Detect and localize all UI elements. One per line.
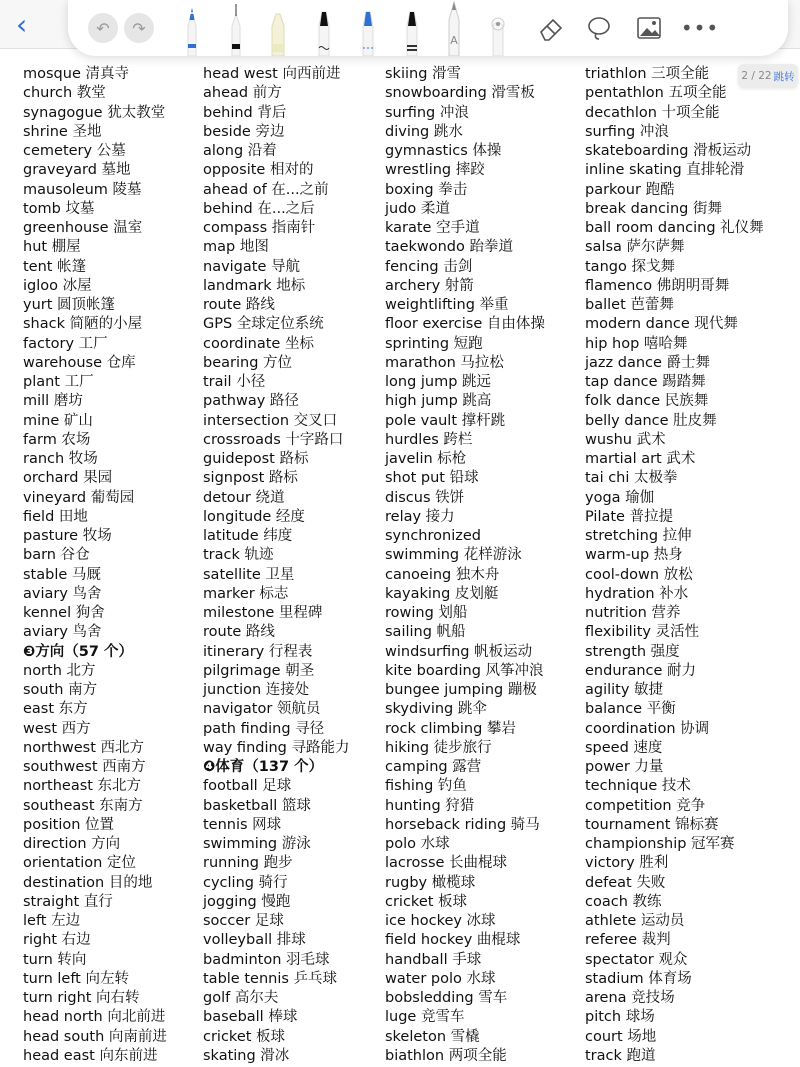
vocab-column-1 [23, 65, 223, 1066]
vocab-entry: hunting 狩猎 [385, 797, 475, 814]
vocab-entry: lacrosse 长曲棍球 [385, 855, 508, 872]
vocab-entry: biathlon 两项全能 [385, 1047, 507, 1064]
image-icon[interactable] [634, 0, 664, 56]
vocab-entry: head south 向南前进 [23, 1028, 167, 1045]
vocab-entry: Pilate 普拉提 [585, 508, 674, 525]
vocab-entry: greenhouse 温室 [23, 220, 143, 236]
vocab-entry: camping 露营 [385, 759, 482, 775]
vocab-entry: vineyard 葡萄园 [23, 489, 135, 506]
vocab-entry: badminton 羽毛球 [203, 951, 330, 968]
vocab-entry: wushu 武术 [585, 431, 666, 448]
vocab-entry: ranch 牧场 [23, 451, 98, 467]
vocab-entry: intersection 交叉口 [203, 412, 338, 429]
vocab-entry: position 位置 [23, 816, 115, 833]
vocab-entry: rowing 划船 [385, 605, 468, 621]
vocab-entry: compass 指南针 [203, 220, 316, 236]
vocab-entry: wrestling 摔跤 [385, 162, 485, 179]
vocab-column-4 [585, 65, 785, 1066]
vocab-entry: triathlon 三项全能 [585, 66, 710, 82]
vocab-entry: hut 棚屋 [23, 239, 81, 256]
vocab-entry: sprinting 短跑 [385, 335, 483, 352]
marker-black-icon[interactable] [400, 0, 424, 56]
vocab-entry: stable 马厩 [23, 566, 101, 583]
vocab-entry: hiking 徒步旅行 [385, 739, 492, 756]
vocab-entry: long jump 跳远 [385, 374, 492, 390]
vocab-entry: strength 强度 [585, 643, 680, 660]
vocab-entry: latitude 纬度 [203, 528, 293, 544]
vocab-entry: orchard 果园 [23, 470, 113, 487]
vocab-entry: stadium 体育场 [585, 970, 692, 987]
undo-icon: ↶ [88, 13, 118, 43]
vocab-entry: handball 手球 [385, 951, 482, 968]
redo-button[interactable] [122, 0, 156, 56]
vocab-entry: swimming 花样游泳 [385, 547, 522, 564]
vocab-entry: navigate 导航 [203, 258, 300, 275]
vocab-entry: ahead 前方 [203, 85, 282, 102]
vocab-entry: bobsledding 雪车 [385, 990, 508, 1006]
vocab-entry: opposite 相对的 [203, 162, 314, 179]
vocab-entry: discus 铁饼 [385, 489, 465, 506]
vocab-entry: field hockey 曲棍球 [385, 932, 521, 949]
vocab-entry: cycling 骑行 [203, 874, 288, 891]
vocab-entry: stretching 拉伸 [585, 528, 692, 544]
vocab-entry: junction 连接处 [203, 682, 310, 698]
vocab-entry: weightlifting 举重 [385, 297, 509, 313]
vocab-entry: east 东方 [23, 701, 88, 718]
vocab-entry: warehouse 仓库 [23, 354, 136, 371]
more-icon[interactable]: ••• [680, 16, 720, 40]
vocab-entry: kennel 狗舍 [23, 605, 105, 621]
vocab-entry: route 路线 [203, 297, 275, 313]
vocab-entry: decathlon 十项全能 [585, 104, 720, 121]
vocab-entry: soccer 足球 [203, 913, 284, 929]
vocab-entry: parkour 跑酷 [585, 181, 675, 198]
vocab-entry: head north 向北前进 [23, 1009, 166, 1026]
laser-pointer-icon[interactable] [486, 0, 510, 56]
vocab-entry: karate 空手道 [385, 220, 480, 236]
vocab-entry: cricket 板球 [203, 1028, 286, 1045]
vocab-entry: route 路线 [203, 624, 275, 641]
vocab-entry: surfing 冲浪 [585, 123, 669, 140]
vocab-entry: cricket 板球 [385, 893, 468, 910]
vocab-entry: yurt 圆顶帐篷 [23, 297, 116, 313]
vocab-entry: bearing 方位 [203, 354, 293, 371]
vocab-entry: court 场地 [585, 1028, 657, 1045]
vocab-entry: spectator 观众 [585, 951, 688, 968]
vocab-entry: boxing 拳击 [385, 181, 468, 198]
vocab-entry: head east 向东前进 [23, 1047, 158, 1064]
vocab-entry: graveyard 墓地 [23, 162, 131, 179]
vocab-entry: judo 柔道 [385, 200, 450, 217]
vocab-entry: salsa 萨尔萨舞 [585, 239, 685, 256]
section-heading: ❹体育（137 个） [203, 759, 324, 775]
vocab-entry: turn 转向 [23, 951, 87, 968]
brush-black-icon[interactable] [312, 0, 336, 56]
vocab-entry: farm 农场 [23, 431, 91, 448]
vocab-entry: belly dance 肚皮舞 [585, 412, 717, 429]
vocab-entry: archery 射箭 [385, 277, 474, 294]
vocab-entry: way finding 寻路能力 [203, 739, 350, 756]
vocab-entry: skeleton 雪橇 [385, 1028, 480, 1045]
vocab-entry: mine 矿山 [23, 412, 93, 429]
vocab-entry: martial art 武术 [585, 451, 696, 467]
vocab-entry: pathway 路径 [203, 393, 299, 410]
vocab-entry: detour 绕道 [203, 489, 285, 506]
vocab-entry: along 沿着 [203, 143, 277, 159]
page-indicator [738, 64, 798, 88]
vocab-entry: power 力量 [585, 759, 664, 775]
page-number: 2 / 22 [741, 70, 772, 82]
vocab-entry: cemetery 公墓 [23, 143, 126, 159]
vocab-entry: referee 裁判 [585, 932, 671, 949]
vocab-entry: technique 技术 [585, 778, 691, 795]
vocab-entry: northwest 西北方 [23, 739, 145, 756]
vocab-entry: luge 竞雪车 [385, 1009, 465, 1026]
vocab-entry: mosque 清真寺 [23, 66, 129, 82]
vocab-entry: destination 目的地 [23, 874, 153, 891]
vocab-entry: speed 速度 [585, 739, 663, 756]
vocab-entry: yoga 瑜伽 [585, 489, 655, 506]
vocab-entry: pasture 牧场 [23, 528, 112, 544]
vocab-entry: swimming 游泳 [203, 836, 311, 852]
vocab-entry: nutrition 营养 [585, 605, 681, 621]
vocab-entry: surfing 冲浪 [385, 104, 469, 121]
vocab-entry: flexibility 灵活性 [585, 624, 700, 641]
vocab-entry: navigator 领航员 [203, 701, 321, 718]
vocab-entry: turn right 向右转 [23, 990, 140, 1006]
vocab-entry: rugby 橄榄球 [385, 874, 476, 891]
vocab-entry: pentathlon 五项全能 [585, 85, 727, 102]
vocab-entry: sailing 帆船 [385, 624, 466, 641]
pen-blue-icon[interactable] [180, 0, 204, 56]
eraser-icon[interactable] [536, 0, 566, 56]
vocab-entry: ice hockey 冰球 [385, 913, 496, 929]
vocab-entry: running 跑步 [203, 855, 293, 872]
vocab-entry: water polo 水球 [385, 970, 496, 987]
vocab-entry: horseback riding 骑马 [385, 816, 540, 833]
vocab-entry: tennis 网球 [203, 816, 282, 833]
vocab-entry: map 地图 [203, 239, 269, 256]
vocab-entry: itinerary 行程表 [203, 643, 313, 660]
vocab-entry: skiing 滑雪 [385, 66, 462, 82]
vocab-entry: coordination 协调 [585, 720, 710, 737]
vocab-entry: baseball 棒球 [203, 1009, 298, 1026]
vocab-entry: tap dance 踢踏舞 [585, 374, 706, 390]
vocab-entry: arena 竞技场 [585, 990, 675, 1006]
vocab-entry: mill 磨坊 [23, 393, 83, 410]
vocab-column-3 [385, 65, 585, 1066]
vocab-entry: balance 平衡 [585, 701, 676, 718]
section-heading: ❸方向（57 个） [23, 643, 134, 660]
vocab-entry: behind 背后 [203, 104, 287, 121]
vocab-entry: table tennis 乒乓球 [203, 970, 338, 987]
vocab-entry: shot put 铅球 [385, 470, 479, 487]
undo-button[interactable] [86, 0, 120, 56]
vocab-entry: basketball 篮球 [203, 797, 311, 814]
vocab-entry: south 南方 [23, 682, 98, 698]
vocab-entry: track 轨迹 [203, 547, 274, 564]
vocab-entry: break dancing 街舞 [585, 200, 722, 217]
vocab-entry: canoeing 独木舟 [385, 566, 500, 583]
text-pencil-icon[interactable] [442, 0, 466, 56]
drawing-toolbar [68, 0, 788, 56]
vocab-entry: floor exercise 自由体操 [385, 316, 545, 333]
vocab-entry: behind 在...之后 [203, 200, 315, 217]
vocab-entry: volleyball 排球 [203, 932, 306, 949]
vocab-entry: longitude 经度 [203, 508, 305, 525]
vocab-entry: ballet 芭蕾舞 [585, 297, 674, 313]
vocab-entry: kayaking 皮划艇 [385, 585, 499, 602]
vocab-entry: pitch 球场 [585, 1009, 655, 1026]
vocab-entry: northeast 东北方 [23, 778, 142, 795]
vocab-entry: tango 探戈舞 [585, 258, 675, 275]
vocab-column-2 [203, 65, 403, 1066]
vocab-entry: athlete 运动员 [585, 913, 685, 929]
jump-button[interactable]: 跳转 [773, 70, 795, 83]
vocab-entry: factory 工厂 [23, 335, 108, 352]
vocab-entry: skydiving 跳伞 [385, 701, 487, 718]
vocab-entry: track 跑道 [585, 1047, 656, 1064]
vocab-entry: tomb 坟墓 [23, 200, 95, 217]
vocab-entry: inline skating 直排轮滑 [585, 162, 745, 179]
vocab-entry: beside 旁边 [203, 123, 285, 140]
vocab-entry: marathon 马拉松 [385, 354, 504, 371]
vocab-entry: field 田地 [23, 508, 88, 525]
vocab-entry: aviary 鸟舍 [23, 585, 102, 602]
vocab-entry: jazz dance 爵士舞 [585, 354, 711, 371]
vocab-entry: football 足球 [203, 778, 292, 795]
vocab-entry: rock climbing 攀岩 [385, 720, 516, 737]
vocab-entry: west 西方 [23, 720, 91, 737]
vocab-entry: modern dance 现代舞 [585, 316, 738, 333]
vocab-entry: marker 标志 [203, 585, 289, 602]
vocab-entry: southeast 东南方 [23, 797, 143, 814]
vocab-entry: skateboarding 滑板运动 [585, 143, 752, 159]
vocab-entry: bungee jumping 蹦极 [385, 682, 537, 698]
vocab-entry: hurdles 跨栏 [385, 431, 473, 448]
vocab-entry: fencing 击剑 [385, 258, 473, 275]
vocab-entry: skating 滑冰 [203, 1047, 290, 1064]
vocab-entry: folk dance 民族舞 [585, 393, 709, 410]
vocab-entry: flamenco 佛朗明哥舞 [585, 277, 730, 294]
vocab-entry: victory 胜利 [585, 855, 669, 872]
vocab-entry: pilgrimage 朝圣 [203, 662, 315, 679]
lasso-icon[interactable] [584, 0, 614, 56]
vocab-entry: agility 敏捷 [585, 682, 664, 698]
vocab-entry: guidepost 路标 [203, 451, 309, 467]
vocab-entry: synagogue 犹太教堂 [23, 104, 166, 121]
vocab-entry: aviary 鸟舍 [23, 624, 102, 641]
vocab-entry: ahead of 在...之前 [203, 181, 329, 198]
vocab-entry: championship 冠军赛 [585, 836, 735, 852]
vocab-entry: polo 水球 [385, 836, 450, 852]
vocab-entry: crossroads 十字路口 [203, 431, 344, 448]
vocab-entry: signpost 路标 [203, 470, 298, 487]
vocab-entry: high jump 跳高 [385, 393, 492, 410]
vocab-entry: ball room dancing 礼仪舞 [585, 220, 764, 236]
vocab-entry: competition 竞争 [585, 797, 706, 814]
pen-blue-dashed-icon[interactable] [356, 0, 380, 56]
redo-icon: ↷ [124, 13, 154, 43]
vocab-entry: north 北方 [23, 662, 96, 679]
highlighter-yellow-icon[interactable] [266, 0, 290, 56]
vocab-entry: pole vault 撑杆跳 [385, 412, 506, 429]
vocab-entry: straight 直行 [23, 893, 113, 910]
vocab-entry: golf 高尔夫 [203, 990, 279, 1006]
vocab-entry: plant 工厂 [23, 374, 94, 390]
vocab-entry: tai chi 太极拳 [585, 470, 678, 487]
vocab-entry: windsurfing 帆板运动 [385, 643, 533, 660]
svg-text:A: A [450, 34, 458, 47]
vocab-entry: southwest 西南方 [23, 759, 146, 775]
vocab-entry: snowboarding 滑雪板 [385, 85, 535, 102]
vocab-entry: igloo 冰屋 [23, 277, 92, 294]
vocab-entry: church 教堂 [23, 85, 106, 102]
vocab-entry: path finding 寻径 [203, 720, 325, 737]
vocab-entry: trail 小径 [203, 374, 266, 390]
vocab-entry: milestone 里程碑 [203, 605, 323, 621]
vocab-entry: cool-down 放松 [585, 566, 693, 583]
vocab-entry: shrine 圣地 [23, 123, 102, 140]
vocab-entry: warm-up 热身 [585, 547, 683, 564]
vocab-entry: jogging 慢跑 [203, 893, 291, 910]
back-chevron-icon[interactable]: ‹ [16, 8, 28, 41]
vocab-entry: head west 向西前进 [203, 66, 341, 82]
vocab-entry: fishing 钓鱼 [385, 778, 467, 795]
vocab-entry: diving 跳水 [385, 123, 463, 140]
vocab-entry: relay 接力 [385, 508, 455, 525]
vocab-entry: coach 教练 [585, 893, 662, 910]
vocab-entry: kite boarding 风筝冲浪 [385, 662, 544, 679]
vocab-entry: hydration 补水 [585, 585, 689, 602]
vocab-entry: defeat 失败 [585, 874, 666, 891]
vocab-entry: tournament 锦标赛 [585, 816, 719, 833]
vocab-entry: hip hop 嘻哈舞 [585, 335, 688, 352]
vocab-entry: javelin 标枪 [385, 451, 467, 467]
vocab-entry: direction 方向 [23, 836, 121, 852]
vocab-entry: coordinate 坐标 [203, 335, 314, 352]
vocab-entry: left 左边 [23, 913, 81, 929]
fineliner-black-icon[interactable] [224, 0, 248, 56]
vocab-entry: orientation 定位 [23, 855, 136, 872]
vocab-entry: endurance 耐力 [585, 662, 697, 679]
vocab-entry: satellite 卫星 [203, 566, 295, 583]
vocab-entry: landmark 地标 [203, 277, 306, 294]
vocab-entry: mausoleum 陵墓 [23, 181, 142, 198]
vocab-entry: right 右边 [23, 932, 91, 949]
vocab-entry: synchronized [385, 528, 481, 544]
vocab-entry: barn 谷仓 [23, 547, 90, 564]
vocab-entry: GPS 全球定位系统 [203, 316, 324, 333]
vocab-entry: tent 帐篷 [23, 258, 87, 275]
vocab-entry: taekwondo 跆拳道 [385, 239, 513, 256]
vocab-entry: shack 简陋的小屋 [23, 316, 143, 333]
vocab-entry: gymnastics 体操 [385, 143, 502, 159]
vocab-entry: turn left 向左转 [23, 970, 129, 987]
